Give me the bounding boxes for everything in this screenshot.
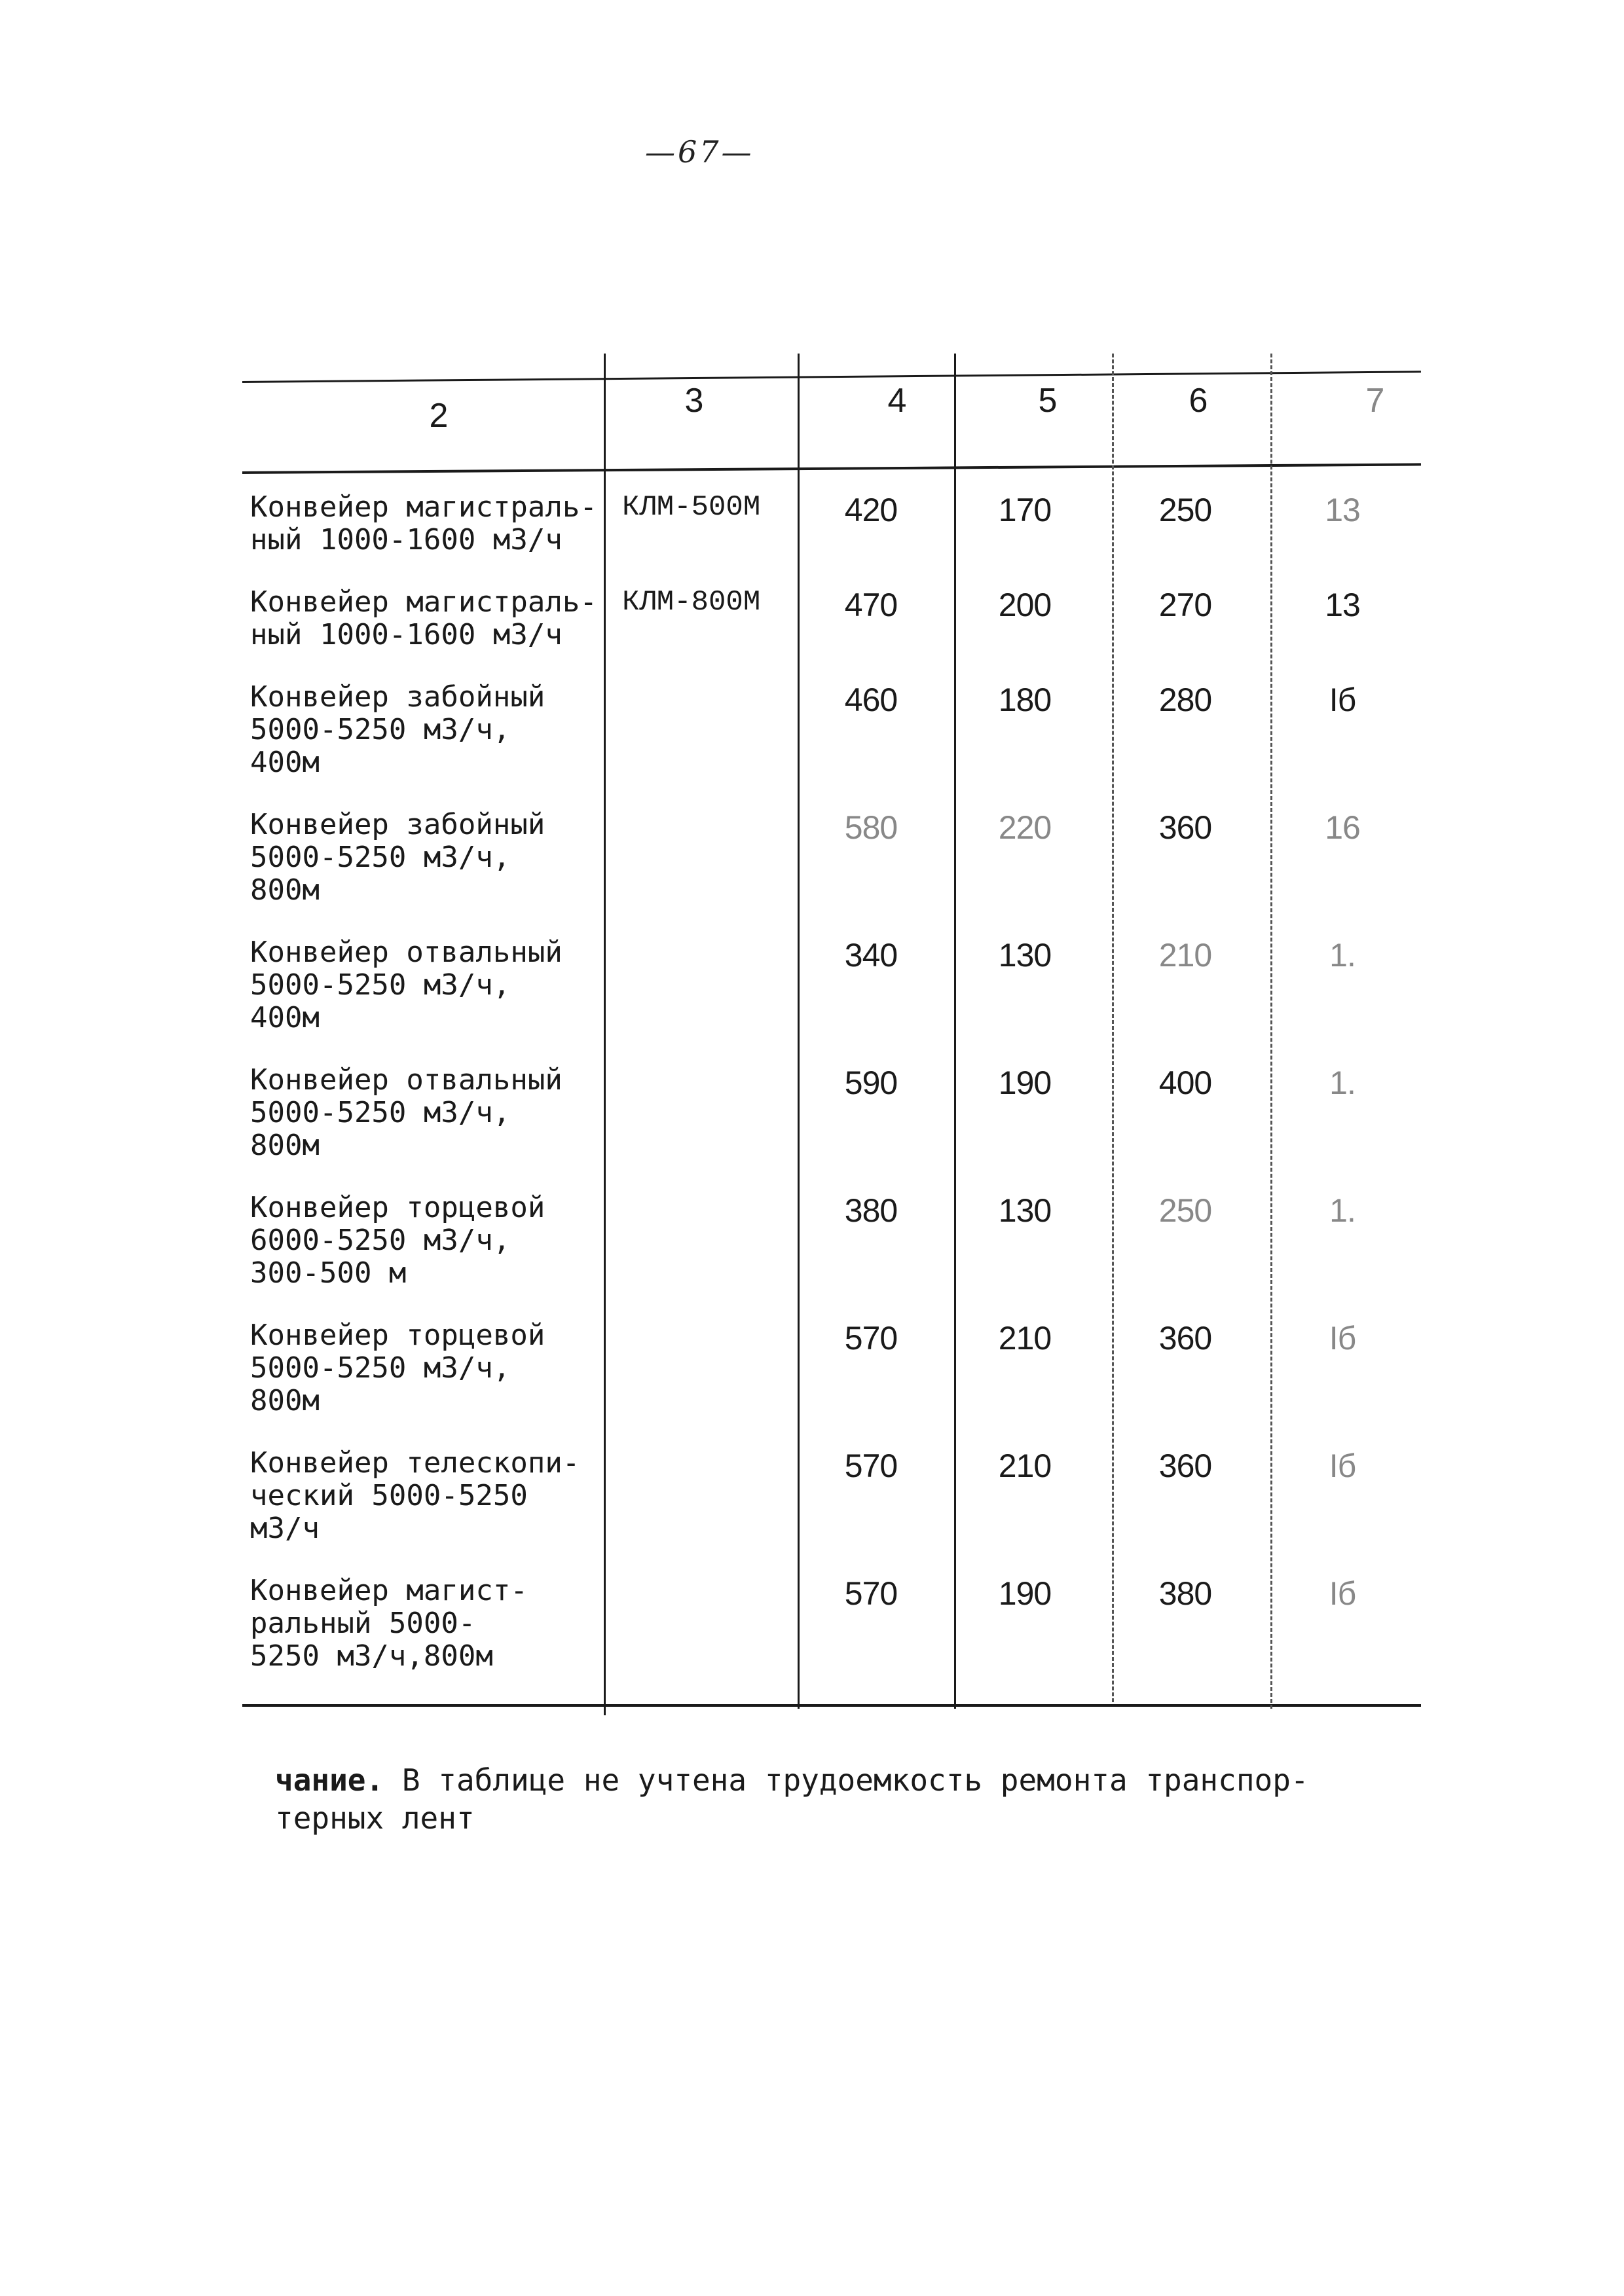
row-c5: 200 — [998, 587, 1052, 623]
header-col-7: 7 — [1365, 382, 1385, 420]
row-c5: 220 — [998, 809, 1052, 846]
row-c4: 590 — [844, 1065, 898, 1101]
row-c7: Iб — [1329, 1320, 1356, 1357]
footnote-lead: чание. — [275, 1762, 384, 1798]
row-mark: КЛМ-800М — [622, 586, 761, 619]
table-header-rule — [242, 463, 1421, 474]
row-name: Конвейер магистраль- ный 1000-1600 м3/ч — [250, 490, 597, 556]
row-c6: 250 — [1158, 1192, 1212, 1229]
row-name: Конвейер телескопи- ческий 5000-5250 м3/ч — [250, 1446, 580, 1545]
row-name: Конвейер отвальный 5000-5250 м3/ч, 800м — [250, 1063, 563, 1162]
row-c4: 420 — [844, 492, 898, 528]
row-c6: 380 — [1158, 1575, 1212, 1612]
row-c6: 360 — [1158, 1448, 1212, 1484]
row-c7: 13 — [1325, 492, 1360, 528]
row-c5: 180 — [998, 682, 1052, 718]
footnote-text: В таблице не учтена трудоемкость ремонта транспор- терных лент — [275, 1762, 1309, 1836]
table-footnote — [275, 1761, 1388, 1837]
row-c4: 470 — [844, 587, 898, 623]
row-name: Конвейер отвальный 5000-5250 м3/ч, 400м — [250, 936, 563, 1034]
row-c5: 190 — [998, 1575, 1052, 1612]
column-divider — [604, 354, 606, 1715]
row-c6: 360 — [1158, 809, 1212, 846]
row-c7: 16 — [1325, 809, 1360, 846]
row-c5: 130 — [998, 937, 1052, 974]
row-c4: 570 — [844, 1575, 898, 1612]
row-c6: 210 — [1158, 937, 1212, 974]
column-divider — [798, 354, 800, 1709]
header-col-2: 2 — [429, 397, 449, 435]
row-c6: 400 — [1158, 1065, 1212, 1101]
row-name: Конвейер магист- ральный 5000- 5250 м3/ч,800м — [250, 1574, 528, 1673]
row-name: Конвейер забойный 5000-5250 м3/ч, 400м — [250, 680, 545, 779]
column-divider — [1270, 354, 1274, 1709]
data-table — [242, 347, 1421, 1735]
row-c5: 170 — [998, 492, 1052, 528]
row-c6: 360 — [1158, 1320, 1212, 1357]
row-c5: 190 — [998, 1065, 1052, 1101]
row-c7: 1. — [1329, 1192, 1356, 1229]
row-c4: 580 — [844, 809, 898, 846]
row-name: Конвейер торцевой 5000-5250 м3/ч, 800м — [250, 1319, 545, 1417]
row-c7: Iб — [1329, 1575, 1356, 1612]
row-c6: 280 — [1158, 682, 1212, 718]
row-c7: 13 — [1325, 587, 1360, 623]
table-bottom-rule — [242, 1704, 1421, 1707]
row-c5: 210 — [998, 1320, 1052, 1357]
header-col-3: 3 — [684, 382, 704, 420]
row-c6: 250 — [1158, 492, 1212, 528]
row-name: Конвейер торцевой 6000-5250 м3/ч, 300-500 м — [250, 1191, 545, 1290]
row-name: Конвейер забойный 5000-5250 м3/ч, 800м — [250, 808, 545, 907]
row-c5: 210 — [998, 1448, 1052, 1484]
column-divider — [954, 354, 956, 1709]
row-c4: 340 — [844, 937, 898, 974]
header-col-6: 6 — [1189, 382, 1208, 420]
row-name: Конвейер магистраль- ный 1000-1600 м3/ч — [250, 585, 597, 651]
page-number: —67— — [645, 134, 754, 170]
column-divider — [1112, 354, 1116, 1702]
row-c7: Iб — [1329, 1448, 1356, 1484]
row-c7: 1. — [1329, 1065, 1356, 1101]
row-c6: 270 — [1158, 587, 1212, 623]
row-c4: 570 — [844, 1448, 898, 1484]
row-c4: 380 — [844, 1192, 898, 1229]
row-c4: 570 — [844, 1320, 898, 1357]
row-c7: Iб — [1329, 682, 1356, 718]
row-c7: 1. — [1329, 937, 1356, 974]
row-c5: 130 — [998, 1192, 1052, 1229]
table-top-rule — [242, 371, 1421, 383]
header-col-4: 4 — [887, 382, 907, 420]
row-c4: 460 — [844, 682, 898, 718]
row-mark: КЛМ-500М — [622, 491, 761, 524]
header-col-5: 5 — [1038, 382, 1058, 420]
